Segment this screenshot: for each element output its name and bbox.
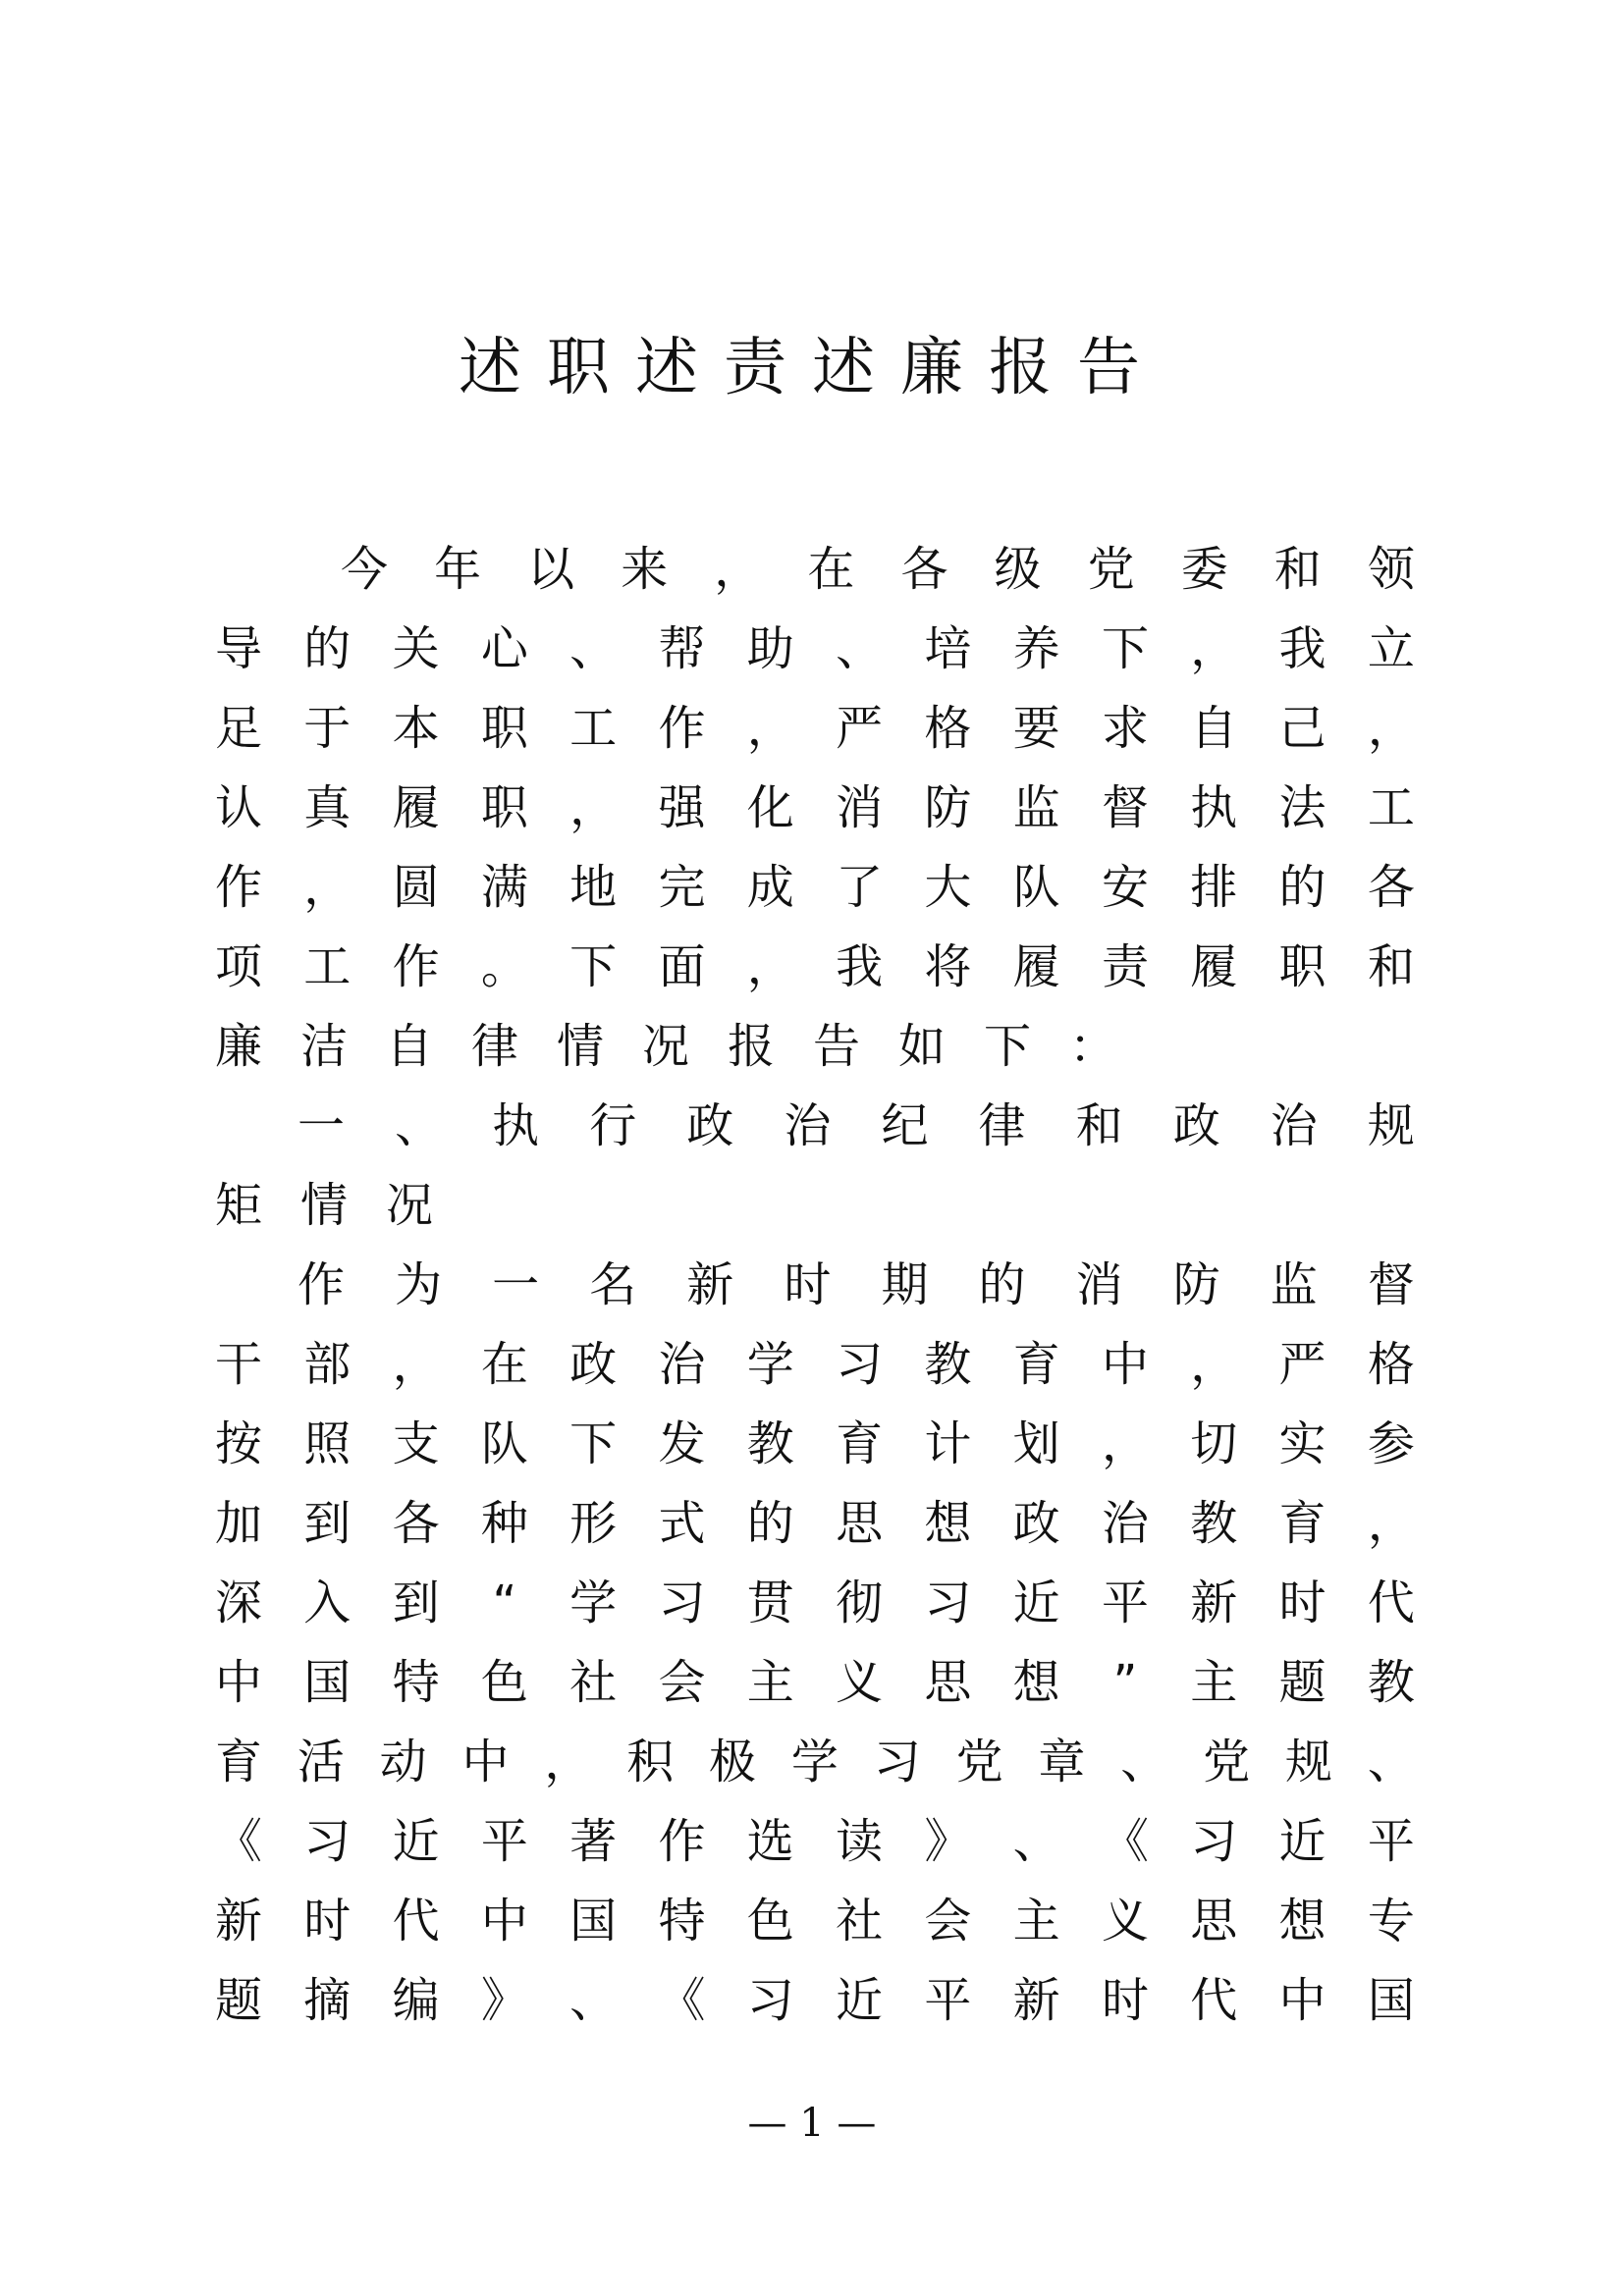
body-line: 项 工 作 。 下 面 ， 我 将 履 责 履 职 和 <box>214 939 1415 994</box>
body-line: 加 到 各 种 形 式 的 思 想 政 治 教 育 ， <box>214 1496 1415 1551</box>
body-line: 导 的 关 心 、 帮 助 、 培 养 下 ， 我 立 <box>214 621 1415 676</box>
document-body <box>211 530 1419 2041</box>
page-number: — 1 — <box>747 2101 877 2146</box>
body-line: 廉 洁 自 律 情 况 报 告 如 下 ： <box>214 1019 1116 1074</box>
body-line: 作 ， 圆 满 地 完 成 了 大 队 安 排 的 各 <box>214 860 1415 915</box>
body-line: 认 真 履 职 ， 强 化 消 防 监 督 执 法 工 <box>214 780 1415 835</box>
section-heading-line: 矩 情 况 <box>214 1178 433 1233</box>
body-line: 按 照 支 队 下 发 教 育 计 划 ， 切 实 参 <box>214 1416 1415 1471</box>
body-line: 干 部 ， 在 政 治 学 习 教 育 中 ， 严 格 <box>214 1337 1415 1392</box>
body-line: 《 习 近 平 著 作 选 读 》 、 《 习 近 平 <box>214 1814 1415 1869</box>
body-line: 新 时 代 中 国 特 色 社 会 主 义 思 想 专 <box>214 1894 1415 1949</box>
section-heading-line: 一 、 执 行 政 治 纪 律 和 政 治 规 <box>297 1098 1415 1153</box>
document-title: 述职述责述廉报告 <box>459 332 1165 404</box>
body-line: 今 年 以 来 ， 在 各 级 党 委 和 领 <box>340 542 1415 597</box>
body-line: 育 活 动 中 ， 积 极 学 习 党 章 、 党 规 、 <box>214 1735 1415 1789</box>
body-line: 足 于 本 职 工 作 ， 严 格 要 求 自 己 ， <box>214 701 1415 756</box>
body-line: 中 国 特 色 社 会 主 义 思 想 ” 主 题 教 <box>214 1655 1415 1710</box>
body-line: 作 为 一 名 新 时 期 的 消 防 监 督 <box>297 1257 1415 1312</box>
body-line: 深 入 到 “ 学 习 贯 彻 习 近 平 新 时 代 <box>214 1575 1415 1630</box>
body-line: 题 摘 编 》 、 《 习 近 平 新 时 代 中 国 <box>214 1973 1415 2028</box>
